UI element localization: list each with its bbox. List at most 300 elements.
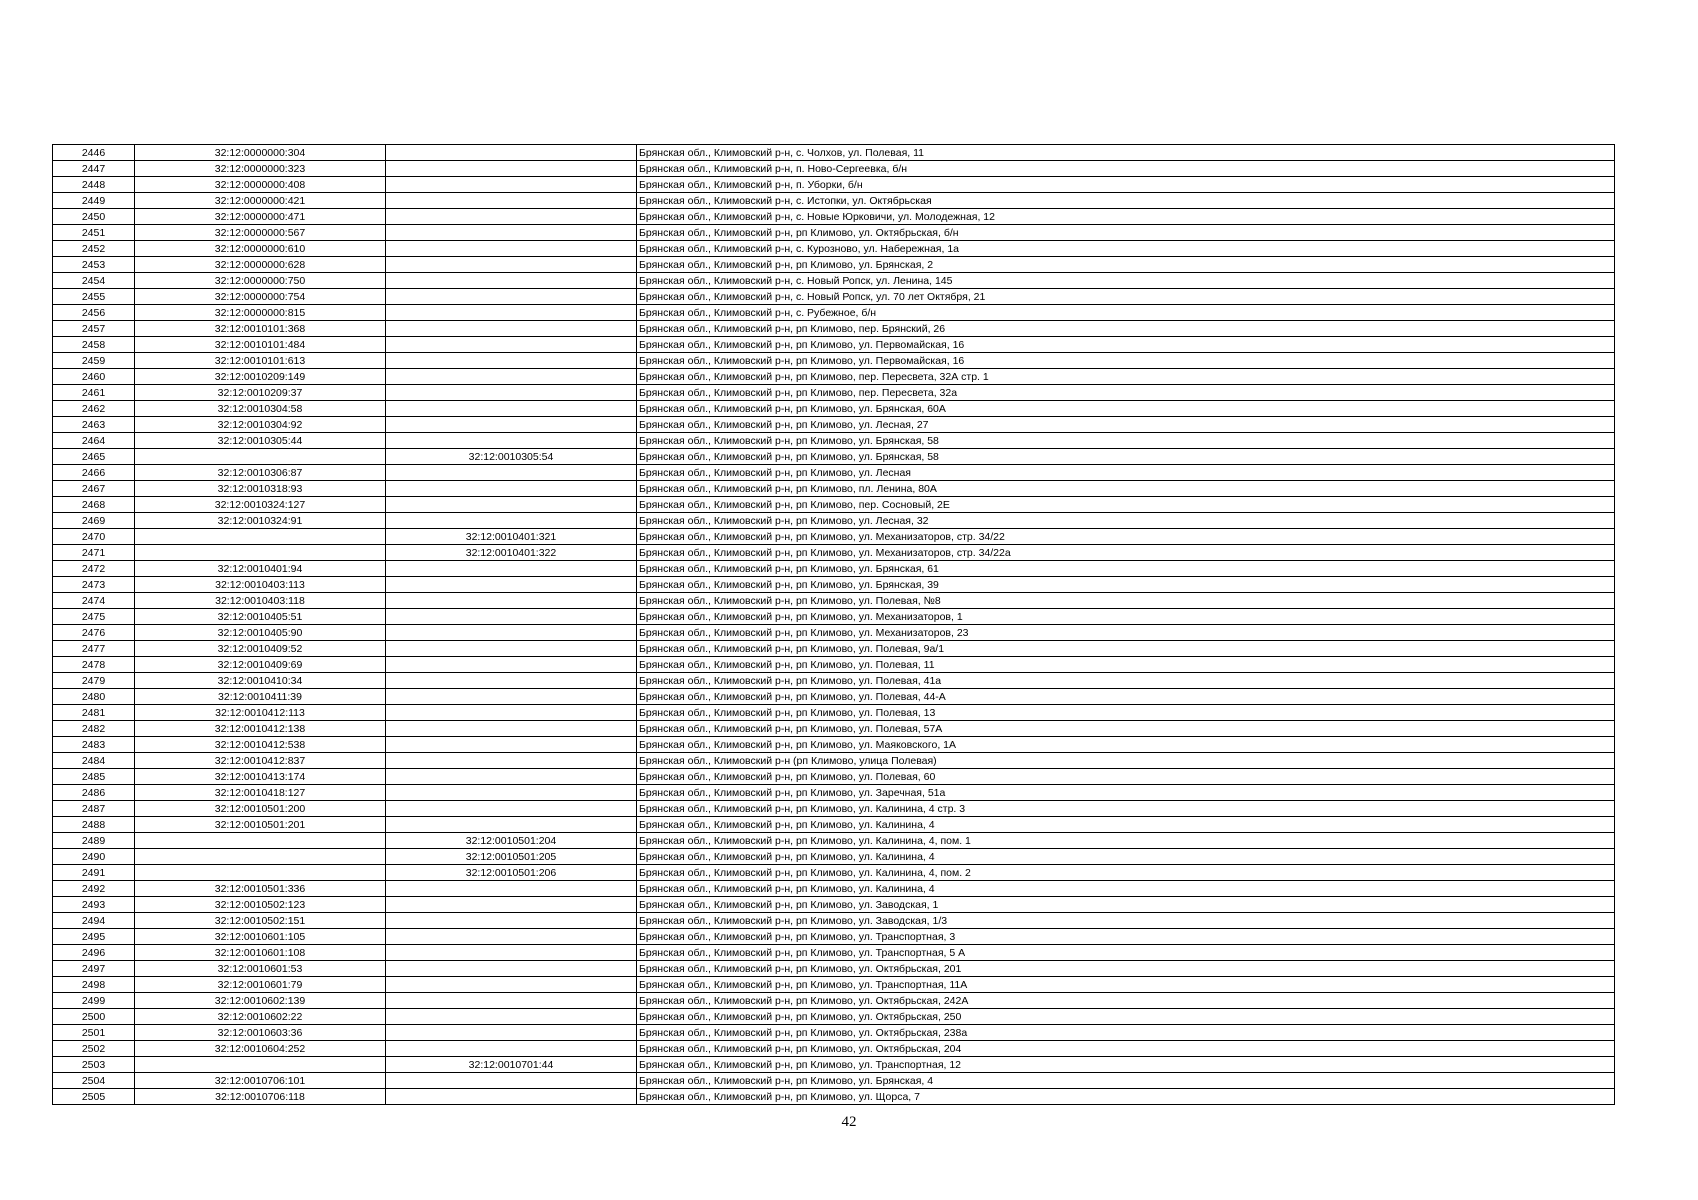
address-cell: Брянская обл., Климовский р-н, рп Климово, ул. Брянская, 2 xyxy=(637,257,1615,273)
secondary-cadastral-number-cell xyxy=(386,385,637,401)
secondary-cadastral-number-cell: 32:12:0010401:321 xyxy=(386,529,637,545)
table-row xyxy=(53,641,1615,657)
table-row xyxy=(53,481,1615,497)
cadastral-number-cell xyxy=(135,449,386,465)
registry-table-body xyxy=(53,145,1615,1105)
cadastral-number-cell: 32:12:0010306:87 xyxy=(135,465,386,481)
table-row xyxy=(53,513,1615,529)
table-row xyxy=(53,721,1615,737)
secondary-cadastral-number-cell xyxy=(386,321,637,337)
secondary-cadastral-number-cell xyxy=(386,401,637,417)
secondary-cadastral-number-cell xyxy=(386,993,637,1009)
registry-table xyxy=(52,144,1615,1105)
address-cell: Брянская обл., Климовский р-н, рп Климово, ул. Октябрьская, 242А xyxy=(637,993,1615,1009)
row-number-cell: 2470 xyxy=(53,529,135,545)
cadastral-number-cell: 32:12:0010401:94 xyxy=(135,561,386,577)
row-number-cell: 2455 xyxy=(53,289,135,305)
table-row xyxy=(53,433,1615,449)
address-cell: Брянская обл., Климовский р-н, рп Климово, ул. Механизаторов, стр. 34/22а xyxy=(637,545,1615,561)
table-row xyxy=(53,625,1615,641)
secondary-cadastral-number-cell xyxy=(386,657,637,673)
address-cell: Брянская обл., Климовский р-н, рп Климово, ул. Заречная, 51а xyxy=(637,785,1615,801)
cadastral-number-cell xyxy=(135,849,386,865)
secondary-cadastral-number-cell xyxy=(386,641,637,657)
table-row xyxy=(53,737,1615,753)
address-cell: Брянская обл., Климовский р-н, рп Климово, ул. Калинина, 4 xyxy=(637,881,1615,897)
secondary-cadastral-number-cell xyxy=(386,577,637,593)
cadastral-number-cell: 32:12:0010324:91 xyxy=(135,513,386,529)
row-number-cell: 2483 xyxy=(53,737,135,753)
address-cell: Брянская обл., Климовский р-н, рп Климово, ул. Механизаторов, 23 xyxy=(637,625,1615,641)
address-cell: Брянская обл., Климовский р-н, рп Климово, ул. Брянская, 60А xyxy=(637,401,1615,417)
address-cell: Брянская обл., Климовский р-н, рп Климово, ул. Полевая, 60 xyxy=(637,769,1615,785)
cadastral-number-cell: 32:12:0010305:44 xyxy=(135,433,386,449)
address-cell: Брянская обл., Климовский р-н, с. Чолхов, ул. Полевая, 11 xyxy=(637,145,1615,161)
row-number-cell: 2488 xyxy=(53,817,135,833)
row-number-cell: 2467 xyxy=(53,481,135,497)
cadastral-number-cell: 32:12:0010602:139 xyxy=(135,993,386,1009)
row-number-cell: 2468 xyxy=(53,497,135,513)
secondary-cadastral-number-cell xyxy=(386,753,637,769)
address-cell: Брянская обл., Климовский р-н, рп Климово, ул. Лесная xyxy=(637,465,1615,481)
cadastral-number-cell: 32:12:0000000:610 xyxy=(135,241,386,257)
table-row xyxy=(53,145,1615,161)
row-number-cell: 2457 xyxy=(53,321,135,337)
address-cell: Брянская обл., Климовский р-н, рп Климово, ул. Щорса, 7 xyxy=(637,1089,1615,1105)
cadastral-number-cell: 32:12:0010502:123 xyxy=(135,897,386,913)
table-row xyxy=(53,657,1615,673)
cadastral-number-cell: 32:12:0000000:750 xyxy=(135,273,386,289)
address-cell: Брянская обл., Климовский р-н, рп Климово, ул. Маяковского, 1А xyxy=(637,737,1615,753)
cadastral-number-cell: 32:12:0010601:53 xyxy=(135,961,386,977)
row-number-cell: 2480 xyxy=(53,689,135,705)
address-cell: Брянская обл., Климовский р-н, рп Климово, ул. Транспортная, 5 А xyxy=(637,945,1615,961)
secondary-cadastral-number-cell xyxy=(386,513,637,529)
row-number-cell: 2500 xyxy=(53,1009,135,1025)
secondary-cadastral-number-cell xyxy=(386,721,637,737)
cadastral-number-cell: 32:12:0000000:304 xyxy=(135,145,386,161)
address-cell: Брянская обл., Климовский р-н, рп Климово, ул. Калинина, 4, пом. 1 xyxy=(637,833,1615,849)
cadastral-number-cell: 32:12:0000000:323 xyxy=(135,161,386,177)
table-row xyxy=(53,897,1615,913)
table-row xyxy=(53,817,1615,833)
secondary-cadastral-number-cell xyxy=(386,465,637,481)
secondary-cadastral-number-cell xyxy=(386,193,637,209)
cadastral-number-cell: 32:12:0010601:105 xyxy=(135,929,386,945)
address-cell: Брянская обл., Климовский р-н, рп Климово, ул. Полевая, 44-А xyxy=(637,689,1615,705)
table-row xyxy=(53,929,1615,945)
table-row xyxy=(53,321,1615,337)
address-cell: Брянская обл., Климовский р-н, рп Климово, ул. Лесная, 32 xyxy=(637,513,1615,529)
cadastral-number-cell: 32:12:0000000:567 xyxy=(135,225,386,241)
row-number-cell: 2456 xyxy=(53,305,135,321)
cadastral-number-cell: 32:12:0010604:252 xyxy=(135,1041,386,1057)
address-cell: Брянская обл., Климовский р-н, рп Климово, ул. Октябрьская, 201 xyxy=(637,961,1615,977)
secondary-cadastral-number-cell xyxy=(386,1041,637,1057)
row-number-cell: 2503 xyxy=(53,1057,135,1073)
cadastral-number-cell: 32:12:0010409:52 xyxy=(135,641,386,657)
secondary-cadastral-number-cell xyxy=(386,609,637,625)
table-row xyxy=(53,785,1615,801)
cadastral-number-cell: 32:12:0000000:408 xyxy=(135,177,386,193)
cadastral-number-cell: 32:12:0010403:113 xyxy=(135,577,386,593)
secondary-cadastral-number-cell: 32:12:0010501:204 xyxy=(386,833,637,849)
address-cell: Брянская обл., Климовский р-н, рп Климово, пер. Брянский, 26 xyxy=(637,321,1615,337)
table-row xyxy=(53,801,1615,817)
table-row xyxy=(53,225,1615,241)
cadastral-number-cell xyxy=(135,833,386,849)
address-cell: Брянская обл., Климовский р-н, рп Климово, ул. Калинина, 4 стр. 3 xyxy=(637,801,1615,817)
table-row xyxy=(53,401,1615,417)
row-number-cell: 2482 xyxy=(53,721,135,737)
row-number-cell: 2451 xyxy=(53,225,135,241)
row-number-cell: 2487 xyxy=(53,801,135,817)
secondary-cadastral-number-cell xyxy=(386,353,637,369)
secondary-cadastral-number-cell xyxy=(386,145,637,161)
cadastral-number-cell: 32:12:0010405:90 xyxy=(135,625,386,641)
address-cell: Брянская обл., Климовский р-н, п. Уборки, б/н xyxy=(637,177,1615,193)
secondary-cadastral-number-cell xyxy=(386,481,637,497)
row-number-cell: 2484 xyxy=(53,753,135,769)
table-row xyxy=(53,369,1615,385)
row-number-cell: 2465 xyxy=(53,449,135,465)
address-cell: Брянская обл., Климовский р-н, п. Ново-Сергеевка, б/н xyxy=(637,161,1615,177)
row-number-cell: 2448 xyxy=(53,177,135,193)
table-row xyxy=(53,849,1615,865)
row-number-cell: 2485 xyxy=(53,769,135,785)
row-number-cell: 2502 xyxy=(53,1041,135,1057)
row-number-cell: 2474 xyxy=(53,593,135,609)
row-number-cell: 2497 xyxy=(53,961,135,977)
row-number-cell: 2473 xyxy=(53,577,135,593)
secondary-cadastral-number-cell xyxy=(386,817,637,833)
table-row xyxy=(53,673,1615,689)
table-row xyxy=(53,545,1615,561)
row-number-cell: 2461 xyxy=(53,385,135,401)
row-number-cell: 2478 xyxy=(53,657,135,673)
secondary-cadastral-number-cell xyxy=(386,673,637,689)
cadastral-number-cell: 32:12:0010304:92 xyxy=(135,417,386,433)
cadastral-number-cell: 32:12:0010209:149 xyxy=(135,369,386,385)
row-number-cell: 2495 xyxy=(53,929,135,945)
table-row xyxy=(53,1057,1615,1073)
address-cell: Брянская обл., Климовский р-н, с. Истопки, ул. Октябрьская xyxy=(637,193,1615,209)
table-row xyxy=(53,241,1615,257)
table-row xyxy=(53,209,1615,225)
cadastral-number-cell: 32:12:0010603:36 xyxy=(135,1025,386,1041)
cadastral-number-cell: 32:12:0010409:69 xyxy=(135,657,386,673)
cadastral-number-cell: 32:12:0010706:118 xyxy=(135,1089,386,1105)
row-number-cell: 2454 xyxy=(53,273,135,289)
row-number-cell: 2499 xyxy=(53,993,135,1009)
cadastral-number-cell: 32:12:0000000:628 xyxy=(135,257,386,273)
row-number-cell: 2476 xyxy=(53,625,135,641)
secondary-cadastral-number-cell xyxy=(386,945,637,961)
row-number-cell: 2490 xyxy=(53,849,135,865)
row-number-cell: 2505 xyxy=(53,1089,135,1105)
address-cell: Брянская обл., Климовский р-н, рп Климово, ул. Заводская, 1 xyxy=(637,897,1615,913)
address-cell: Брянская обл., Климовский р-н, рп Климово, ул. Механизаторов, стр. 34/22 xyxy=(637,529,1615,545)
table-row xyxy=(53,1041,1615,1057)
cadastral-number-cell: 32:12:0010412:837 xyxy=(135,753,386,769)
address-cell: Брянская обл., Климовский р-н, рп Климово, ул. Брянская, 39 xyxy=(637,577,1615,593)
address-cell: Брянская обл., Климовский р-н, рп Климово, ул. Октябрьская, 238а xyxy=(637,1025,1615,1041)
row-number-cell: 2458 xyxy=(53,337,135,353)
table-row xyxy=(53,417,1615,433)
table-row xyxy=(53,497,1615,513)
secondary-cadastral-number-cell xyxy=(386,977,637,993)
table-row xyxy=(53,529,1615,545)
secondary-cadastral-number-cell xyxy=(386,625,637,641)
cadastral-number-cell: 32:12:0010502:151 xyxy=(135,913,386,929)
cadastral-number-cell: 32:12:0010501:336 xyxy=(135,881,386,897)
cadastral-number-cell: 32:12:0010101:484 xyxy=(135,337,386,353)
address-cell: Брянская обл., Климовский р-н, рп Климово, пл. Ленина, 80А xyxy=(637,481,1615,497)
address-cell: Брянская обл., Климовский р-н, рп Климово, ул. Брянская, 4 xyxy=(637,1073,1615,1089)
table-row xyxy=(53,577,1615,593)
row-number-cell: 2472 xyxy=(53,561,135,577)
secondary-cadastral-number-cell xyxy=(386,769,637,785)
address-cell: Брянская обл., Климовский р-н, рп Климово, ул. Калинина, 4 xyxy=(637,817,1615,833)
secondary-cadastral-number-cell xyxy=(386,913,637,929)
secondary-cadastral-number-cell xyxy=(386,289,637,305)
address-cell: Брянская обл., Климовский р-н, рп Климово, ул. Октябрьская, 250 xyxy=(637,1009,1615,1025)
table-row xyxy=(53,993,1615,1009)
secondary-cadastral-number-cell xyxy=(386,225,637,241)
row-number-cell: 2491 xyxy=(53,865,135,881)
cadastral-number-cell: 32:12:0010405:51 xyxy=(135,609,386,625)
cadastral-number-cell: 32:12:0000000:754 xyxy=(135,289,386,305)
row-number-cell: 2462 xyxy=(53,401,135,417)
table-row xyxy=(53,353,1615,369)
row-number-cell: 2477 xyxy=(53,641,135,657)
secondary-cadastral-number-cell xyxy=(386,705,637,721)
row-number-cell: 2453 xyxy=(53,257,135,273)
table-row xyxy=(53,289,1615,305)
table-row xyxy=(53,561,1615,577)
address-cell: Брянская обл., Климовский р-н, рп Климово, ул. Октябрьская, б/н xyxy=(637,225,1615,241)
cadastral-number-cell: 32:12:0000000:471 xyxy=(135,209,386,225)
address-cell: Брянская обл., Климовский р-н, рп Климово, пер. Пересвета, 32А стр. 1 xyxy=(637,369,1615,385)
secondary-cadastral-number-cell xyxy=(386,1025,637,1041)
table-row xyxy=(53,913,1615,929)
secondary-cadastral-number-cell xyxy=(386,801,637,817)
table-row xyxy=(53,833,1615,849)
table-row xyxy=(53,705,1615,721)
secondary-cadastral-number-cell xyxy=(386,433,637,449)
row-number-cell: 2446 xyxy=(53,145,135,161)
cadastral-number-cell: 32:12:0010403:118 xyxy=(135,593,386,609)
secondary-cadastral-number-cell xyxy=(386,369,637,385)
row-number-cell: 2459 xyxy=(53,353,135,369)
secondary-cadastral-number-cell xyxy=(386,177,637,193)
cadastral-number-cell: 32:12:0010413:174 xyxy=(135,769,386,785)
secondary-cadastral-number-cell xyxy=(386,561,637,577)
table-row xyxy=(53,769,1615,785)
address-cell: Брянская обл., Климовский р-н, рп Климово, ул. Механизаторов, 1 xyxy=(637,609,1615,625)
address-cell: Брянская обл., Климовский р-н, рп Климово, ул. Брянская, 58 xyxy=(637,449,1615,465)
table-row xyxy=(53,865,1615,881)
secondary-cadastral-number-cell xyxy=(386,417,637,433)
row-number-cell: 2479 xyxy=(53,673,135,689)
row-number-cell: 2447 xyxy=(53,161,135,177)
address-cell: Брянская обл., Климовский р-н, рп Климово, ул. Брянская, 58 xyxy=(637,433,1615,449)
row-number-cell: 2475 xyxy=(53,609,135,625)
table-row xyxy=(53,177,1615,193)
address-cell: Брянская обл., Климовский р-н, рп Климово, ул. Полевая, 57А xyxy=(637,721,1615,737)
address-cell: Брянская обл., Климовский р-н, рп Климово, ул. Калинина, 4 xyxy=(637,849,1615,865)
cadastral-number-cell: 32:12:0010318:93 xyxy=(135,481,386,497)
cadastral-number-cell: 32:12:0010501:200 xyxy=(135,801,386,817)
row-number-cell: 2504 xyxy=(53,1073,135,1089)
cadastral-number-cell: 32:12:0000000:815 xyxy=(135,305,386,321)
address-cell: Брянская обл., Климовский р-н, рп Климово, пер. Сосновый, 2Е xyxy=(637,497,1615,513)
address-cell: Брянская обл., Климовский р-н, рп Климово, ул. Лесная, 27 xyxy=(637,417,1615,433)
cadastral-number-cell: 32:12:0010412:113 xyxy=(135,705,386,721)
address-cell: Брянская обл., Климовский р-н, рп Климово, ул. Первомайская, 16 xyxy=(637,337,1615,353)
row-number-cell: 2481 xyxy=(53,705,135,721)
secondary-cadastral-number-cell: 32:12:0010701:44 xyxy=(386,1057,637,1073)
secondary-cadastral-number-cell xyxy=(386,209,637,225)
secondary-cadastral-number-cell xyxy=(386,689,637,705)
cadastral-number-cell: 32:12:0010501:201 xyxy=(135,817,386,833)
cadastral-number-cell xyxy=(135,1057,386,1073)
address-cell: Брянская обл., Климовский р-н, с. Новые Юрковичи, ул. Молодежная, 12 xyxy=(637,209,1615,225)
table-row xyxy=(53,465,1615,481)
table-row xyxy=(53,1009,1615,1025)
secondary-cadastral-number-cell xyxy=(386,785,637,801)
cadastral-number-cell: 32:12:0000000:421 xyxy=(135,193,386,209)
table-row xyxy=(53,193,1615,209)
table-row xyxy=(53,961,1615,977)
address-cell: Брянская обл., Климовский р-н, рп Климово, ул. Калинина, 4, пом. 2 xyxy=(637,865,1615,881)
table-row xyxy=(53,689,1615,705)
table-row xyxy=(53,273,1615,289)
table-row xyxy=(53,337,1615,353)
table-row xyxy=(53,753,1615,769)
secondary-cadastral-number-cell xyxy=(386,881,637,897)
row-number-cell: 2494 xyxy=(53,913,135,929)
cadastral-number-cell: 32:12:0010411:39 xyxy=(135,689,386,705)
address-cell: Брянская обл., Климовский р-н, рп Климово, ул. Транспортная, 3 xyxy=(637,929,1615,945)
address-cell: Брянская обл., Климовский р-н, рп Климово, ул. Полевая, 9а/1 xyxy=(637,641,1615,657)
secondary-cadastral-number-cell xyxy=(386,1009,637,1025)
row-number-cell: 2463 xyxy=(53,417,135,433)
address-cell: Брянская обл., Климовский р-н, рп Климово, ул. Первомайская, 16 xyxy=(637,353,1615,369)
table-row xyxy=(53,1025,1615,1041)
cadastral-number-cell xyxy=(135,545,386,561)
row-number-cell: 2486 xyxy=(53,785,135,801)
row-number-cell: 2449 xyxy=(53,193,135,209)
table-row xyxy=(53,385,1615,401)
table-row xyxy=(53,449,1615,465)
cadastral-number-cell: 32:12:0010601:108 xyxy=(135,945,386,961)
address-cell: Брянская обл., Климовский р-н, с. Рубежное, б/н xyxy=(637,305,1615,321)
secondary-cadastral-number-cell xyxy=(386,897,637,913)
address-cell: Брянская обл., Климовский р-н, с. Новый Ропск, ул. Ленина, 145 xyxy=(637,273,1615,289)
row-number-cell: 2452 xyxy=(53,241,135,257)
table-row xyxy=(53,305,1615,321)
cadastral-number-cell: 32:12:0010418:127 xyxy=(135,785,386,801)
secondary-cadastral-number-cell xyxy=(386,929,637,945)
cadastral-number-cell xyxy=(135,865,386,881)
cadastral-number-cell: 32:12:0010412:538 xyxy=(135,737,386,753)
address-cell: Брянская обл., Климовский р-н, рп Климово, ул. Полевая, №8 xyxy=(637,593,1615,609)
cadastral-number-cell: 32:12:0010706:101 xyxy=(135,1073,386,1089)
secondary-cadastral-number-cell xyxy=(386,961,637,977)
secondary-cadastral-number-cell xyxy=(386,737,637,753)
secondary-cadastral-number-cell xyxy=(386,273,637,289)
cadastral-number-cell: 32:12:0010324:127 xyxy=(135,497,386,513)
address-cell: Брянская обл., Климовский р-н, с. Курозново, ул. Набережная, 1а xyxy=(637,241,1615,257)
secondary-cadastral-number-cell xyxy=(386,1073,637,1089)
secondary-cadastral-number-cell xyxy=(386,257,637,273)
address-cell: Брянская обл., Климовский р-н, рп Климово, ул. Полевая, 11 xyxy=(637,657,1615,673)
secondary-cadastral-number-cell: 32:12:0010501:206 xyxy=(386,865,637,881)
row-number-cell: 2464 xyxy=(53,433,135,449)
address-cell: Брянская обл., Климовский р-н, рп Климово, ул. Октябрьская, 204 xyxy=(637,1041,1615,1057)
secondary-cadastral-number-cell xyxy=(386,497,637,513)
table-row xyxy=(53,881,1615,897)
row-number-cell: 2501 xyxy=(53,1025,135,1041)
address-cell: Брянская обл., Климовский р-н, рп Климово, ул. Заводская, 1/3 xyxy=(637,913,1615,929)
table-row xyxy=(53,593,1615,609)
address-cell: Брянская обл., Климовский р-н, рп Климово, ул. Полевая, 41а xyxy=(637,673,1615,689)
address-cell: Брянская обл., Климовский р-н (рп Климово, улица Полевая) xyxy=(637,753,1615,769)
table-row xyxy=(53,257,1615,273)
table-row xyxy=(53,977,1615,993)
row-number-cell: 2471 xyxy=(53,545,135,561)
page-number: 42 xyxy=(841,1114,857,1130)
row-number-cell: 2460 xyxy=(53,369,135,385)
secondary-cadastral-number-cell xyxy=(386,241,637,257)
cadastral-number-cell: 32:12:0010101:613 xyxy=(135,353,386,369)
address-cell: Брянская обл., Климовский р-н, рп Климово, ул. Транспортная, 11А xyxy=(637,977,1615,993)
address-cell: Брянская обл., Климовский р-н, рп Климово, пер. Пересвета, 32а xyxy=(637,385,1615,401)
address-cell: Брянская обл., Климовский р-н, рп Климово, ул. Транспортная, 12 xyxy=(637,1057,1615,1073)
cadastral-number-cell: 32:12:0010410:34 xyxy=(135,673,386,689)
secondary-cadastral-number-cell: 32:12:0010401:322 xyxy=(386,545,637,561)
secondary-cadastral-number-cell xyxy=(386,1089,637,1105)
table-row xyxy=(53,1073,1615,1089)
secondary-cadastral-number-cell xyxy=(386,593,637,609)
cadastral-number-cell: 32:12:0010304:58 xyxy=(135,401,386,417)
secondary-cadastral-number-cell xyxy=(386,305,637,321)
secondary-cadastral-number-cell: 32:12:0010501:205 xyxy=(386,849,637,865)
secondary-cadastral-number-cell xyxy=(386,337,637,353)
secondary-cadastral-number-cell: 32:12:0010305:54 xyxy=(386,449,637,465)
cadastral-number-cell: 32:12:0010412:138 xyxy=(135,721,386,737)
address-cell: Брянская обл., Климовский р-н, рп Климово, ул. Полевая, 13 xyxy=(637,705,1615,721)
row-number-cell: 2469 xyxy=(53,513,135,529)
cadastral-number-cell xyxy=(135,529,386,545)
cadastral-number-cell: 32:12:0010601:79 xyxy=(135,977,386,993)
cadastral-number-cell: 32:12:0010209:37 xyxy=(135,385,386,401)
table-row xyxy=(53,609,1615,625)
row-number-cell: 2489 xyxy=(53,833,135,849)
table-row xyxy=(53,1089,1615,1105)
secondary-cadastral-number-cell xyxy=(386,161,637,177)
row-number-cell: 2492 xyxy=(53,881,135,897)
row-number-cell: 2496 xyxy=(53,945,135,961)
table-row xyxy=(53,161,1615,177)
row-number-cell: 2498 xyxy=(53,977,135,993)
table-row xyxy=(53,945,1615,961)
cadastral-number-cell: 32:12:0010602:22 xyxy=(135,1009,386,1025)
address-cell: Брянская обл., Климовский р-н, с. Новый Ропск, ул. 70 лет Октября, 21 xyxy=(637,289,1615,305)
address-cell: Брянская обл., Климовский р-н, рп Климово, ул. Брянская, 61 xyxy=(637,561,1615,577)
row-number-cell: 2466 xyxy=(53,465,135,481)
